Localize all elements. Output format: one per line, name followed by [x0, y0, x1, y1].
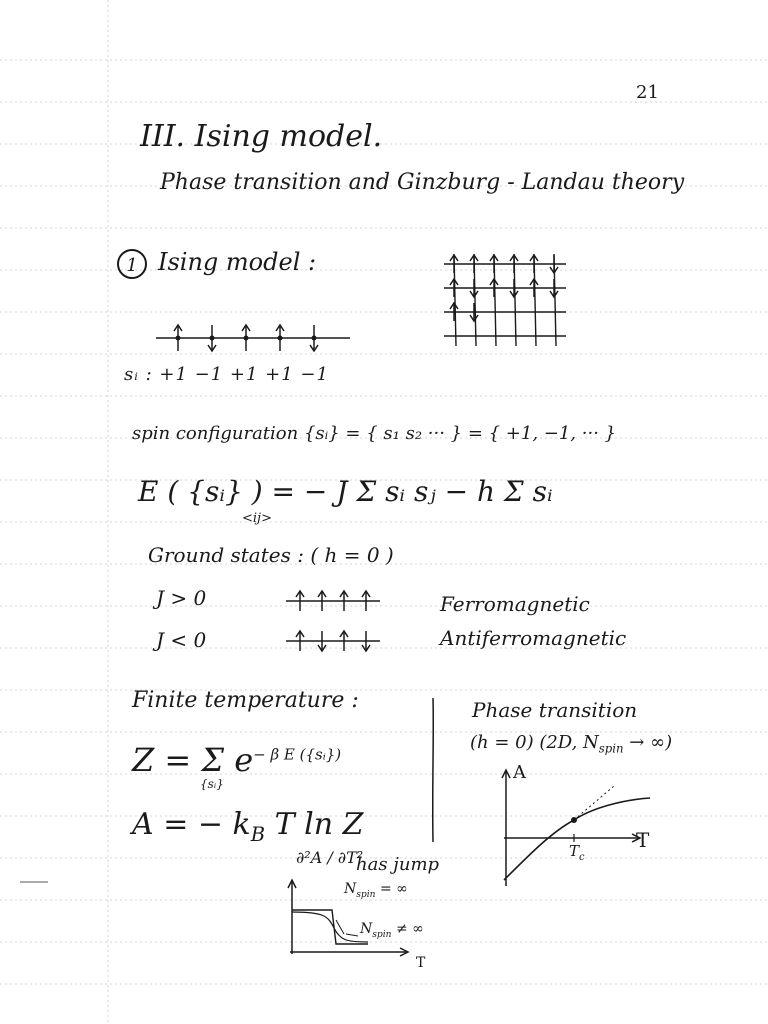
antiferromagnetic-spins — [284, 628, 384, 654]
plot-x-axis-label: T — [636, 828, 650, 852]
condition-j-negative: J < 0 — [156, 628, 207, 652]
has-jump-note: has jump — [356, 854, 440, 875]
ferromagnetic-label: Ferromagnetic — [440, 592, 590, 616]
ninf-sub: spin — [356, 889, 376, 900]
nfin-sub: spin — [372, 929, 392, 940]
ninf-tail: = ∞ — [375, 881, 408, 897]
ground-states-title: Ground states : ( h = 0 ) — [148, 543, 394, 567]
spin-values: sᵢ : +1 −1 +1 +1 −1 — [124, 364, 329, 385]
critical-temperature-label — [569, 844, 584, 863]
tc-sub: c — [579, 852, 585, 863]
pt-cond-tail: → ∞) — [623, 732, 673, 753]
nfin-tail: ≠ ∞ — [391, 921, 424, 937]
finite-temperature-title: Finite temperature : — [132, 688, 359, 713]
partition-function — [132, 741, 342, 779]
energy-sum-index: <ij> — [242, 511, 272, 526]
jump-plot-x-axis-label: T — [416, 955, 426, 971]
free-energy-equation — [132, 807, 364, 846]
condition-j-positive: J > 0 — [156, 586, 207, 610]
pt-cond-head: (h = 0) (2D, N — [470, 732, 599, 753]
ninf-head: N — [344, 881, 357, 897]
second-derivative-label: ∂²A / ∂T² — [296, 848, 364, 867]
column-divider — [428, 696, 438, 846]
plot-y-axis-label: A — [513, 762, 526, 783]
spin-lattice-diagram — [440, 250, 580, 360]
partition-function-body: Z = Σ e — [132, 741, 254, 779]
page-number: 21 — [636, 82, 659, 103]
free-energy-tail: T ln Z — [274, 807, 364, 842]
phase-transition-condition — [470, 734, 672, 755]
phase-transition-title: Phase transition — [472, 698, 638, 722]
pt-cond-sub: spin — [598, 741, 624, 756]
chapter-subheading: Phase transition and Ginzburg - Landau theory — [160, 170, 685, 195]
section-title: Ising model : — [158, 248, 317, 276]
partition-exponent: − β E ({sᵢ}) — [253, 745, 342, 764]
energy-equation: E ( {sᵢ} ) = − J Σ sᵢ sⱼ − h Σ sᵢ — [138, 475, 553, 508]
jump-plot — [284, 876, 414, 958]
spin-chain-diagram — [150, 318, 360, 358]
nfin-head: N — [360, 921, 373, 937]
partition-sum-index: {sᵢ} — [200, 777, 224, 791]
section-number-circle — [112, 246, 152, 282]
spin-configuration-line: spin configuration {sᵢ} = { s₁ s₂ ··· } = { +1, −1, ··· } — [132, 423, 617, 444]
antiferromagnetic-label: Antiferromagnetic — [440, 626, 627, 650]
tc-head: T — [569, 842, 580, 860]
ferromagnetic-spins — [284, 588, 384, 614]
free-energy-head: A = − k — [132, 807, 251, 842]
free-energy-sub: B — [250, 823, 266, 846]
section-number: 1 — [126, 255, 138, 276]
chapter-heading: III. Ising model. — [140, 119, 383, 154]
